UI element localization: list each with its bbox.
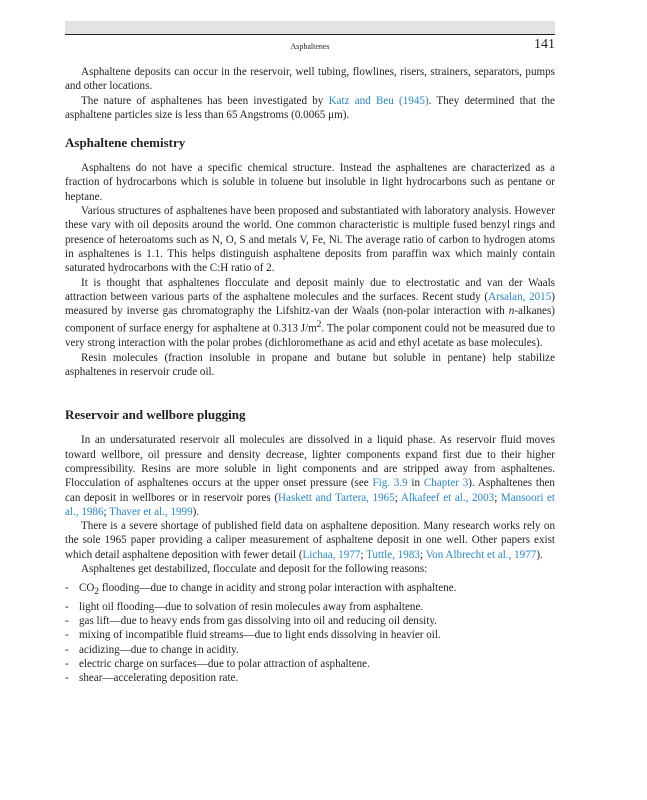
intro-paragraph-1: Asphaltene deposits can occur in the reservoir, well tubing, flowlines, risers, strainers, separators, pumps and other locations.	[65, 66, 555, 93]
chemistry-paragraph-1: Asphaltens do not have a specific chemical structure. Instead the asphaltenes are characterized as a fraction of hydrocarbons which is soluble in toluene but insoluble in light hydrocarbons such as pentane or heptane.	[65, 162, 555, 203]
citation-link[interactable]: Haskett and Tartera, 1965	[278, 491, 395, 504]
section-heading-asphaltene-chemistry: Asphaltene chemistry	[65, 135, 186, 151]
citation-link[interactable]: Alkafeef et al., 2003	[400, 491, 495, 504]
figure-link[interactable]: Fig. 3.9	[372, 477, 408, 490]
chapter-link[interactable]: Chapter 3	[423, 477, 469, 490]
list-item: - electric charge on surfaces—due to polar attraction of asphaltene.	[65, 657, 555, 671]
section-heading-reservoir-plugging: Reservoir and wellbore plugging	[65, 407, 246, 423]
citation-link[interactable]: Thaver et al., 1999	[109, 505, 193, 518]
page-number: 141	[534, 37, 555, 52]
list-item: - shear—accelerating deposition rate.	[65, 671, 555, 685]
plugging-paragraph-1: In an undersaturated reservoir all molecules are dissolved in a liquid phase. As reservoir fluid moves toward wellbore, oil pressure and density decrease, lighter components expand first due to their higher compressibility. Resins are more soluble in light components and are stripped away from asphaltenes. Flocculation of asphaltenes occurs at the upper onset pressure (see Fig. 3.9 in Chapter 3). Asphaltenes then can deposit in wellbores or in reservoir pores (Haskett and Tartera, 1965; Alkafeef et al., 2003; Mansoori et al., 1986; Thaver et al., 1999).	[65, 434, 556, 518]
citation-link[interactable]: Lichaa, 1977	[302, 548, 361, 561]
header-rule	[65, 34, 555, 35]
citation-link[interactable]: Von Albrecht et al., 1977	[425, 548, 537, 561]
citation-link[interactable]: Arsalan, 2015	[488, 290, 552, 303]
chemistry-paragraph-2: Various structures of asphaltenes have been proposed and substantiated with laboratory analysis. However these vary with oil deposits around the world. One common characteristic is multiple fused benzyl rings and presence of heteroatoms such as N, O, S and metals V, Fe, Ni. The average ratio of carbon to hydrogen atoms in asphaltenes is 1.1. This helps distinguish asphaltene deposits from paraffin wax which mainly contain saturated hydrocarbons with the C:H ratio of 2.	[65, 205, 555, 275]
plugging-paragraph-3: Asphaltenes get destabilized, flocculate and deposit for the following reasons:	[81, 563, 428, 575]
intro-paragraph-2: The nature of asphaltenes has been investigated by Katz and Beu (1945). They determined that the asphaltene particles size is less than 65 Angstroms (0.0065 μm).	[65, 94, 555, 121]
list-item: - light oil flooding—due to solvation of resin molecules away from asphaltene.	[65, 600, 555, 614]
list-item: - $CO_2$ flooding—due to change in acidity and strong polar interaction with asphaltene.	[65, 581, 555, 600]
page-body	[65, 65, 555, 686]
citation-link[interactable]: Katz and Beu (1945)	[328, 94, 429, 107]
list-item: - gas lift—due to heavy ends from gas dissolving into oil and reducing oil density.	[65, 614, 555, 628]
plugging-paragraph-2: There is a severe shortage of published field data on asphaltene deposition. Many research works rely on the sole 1965 paper providing a caliper measurement of asphaltene deposit in one well. Other papers exist which detail asphaltene deposition with fewer detail (Lichaa, 1977; Tuttle, 1983; Von Albrecht et al., 1977).	[65, 520, 555, 561]
running-title: Asphaltenes	[290, 42, 330, 51]
chemistry-paragraph-3: It is thought that asphaltenes flocculate and deposit mainly due to electrostatic and van der Waals attraction between various parts of the asphaltene molecules and the surfaces. Recent study (Arsalan, 2015) measured by inverse gas chromatography the Lifshitz-van der Waals (non-polar interaction with n-alkanes) component of surface energy for asphaltene at 0.313 $J/m^2$. The polar component could not be measured due to very strong interaction with the polar probes (dichloromethane as acid and ethyl acetate as base molecules).	[65, 276, 555, 350]
list-item: - acidizing—due to change in acidity.	[65, 643, 555, 657]
list-item: - mixing of incompatible fluid streams—due to light ends dissolving in heavier oil.	[65, 628, 555, 642]
header-bar	[65, 21, 555, 34]
citation-link[interactable]: Tuttle, 1983	[366, 548, 420, 561]
chemistry-paragraph-4: Resin molecules (fraction insoluble in propane and butane but soluble in pentane) help stabilize asphaltenes in reservoir crude oil.	[65, 351, 555, 379]
citation-link[interactable]: Mansoori et al., 1986	[65, 491, 556, 518]
destabilization-reasons-list	[65, 581, 555, 685]
